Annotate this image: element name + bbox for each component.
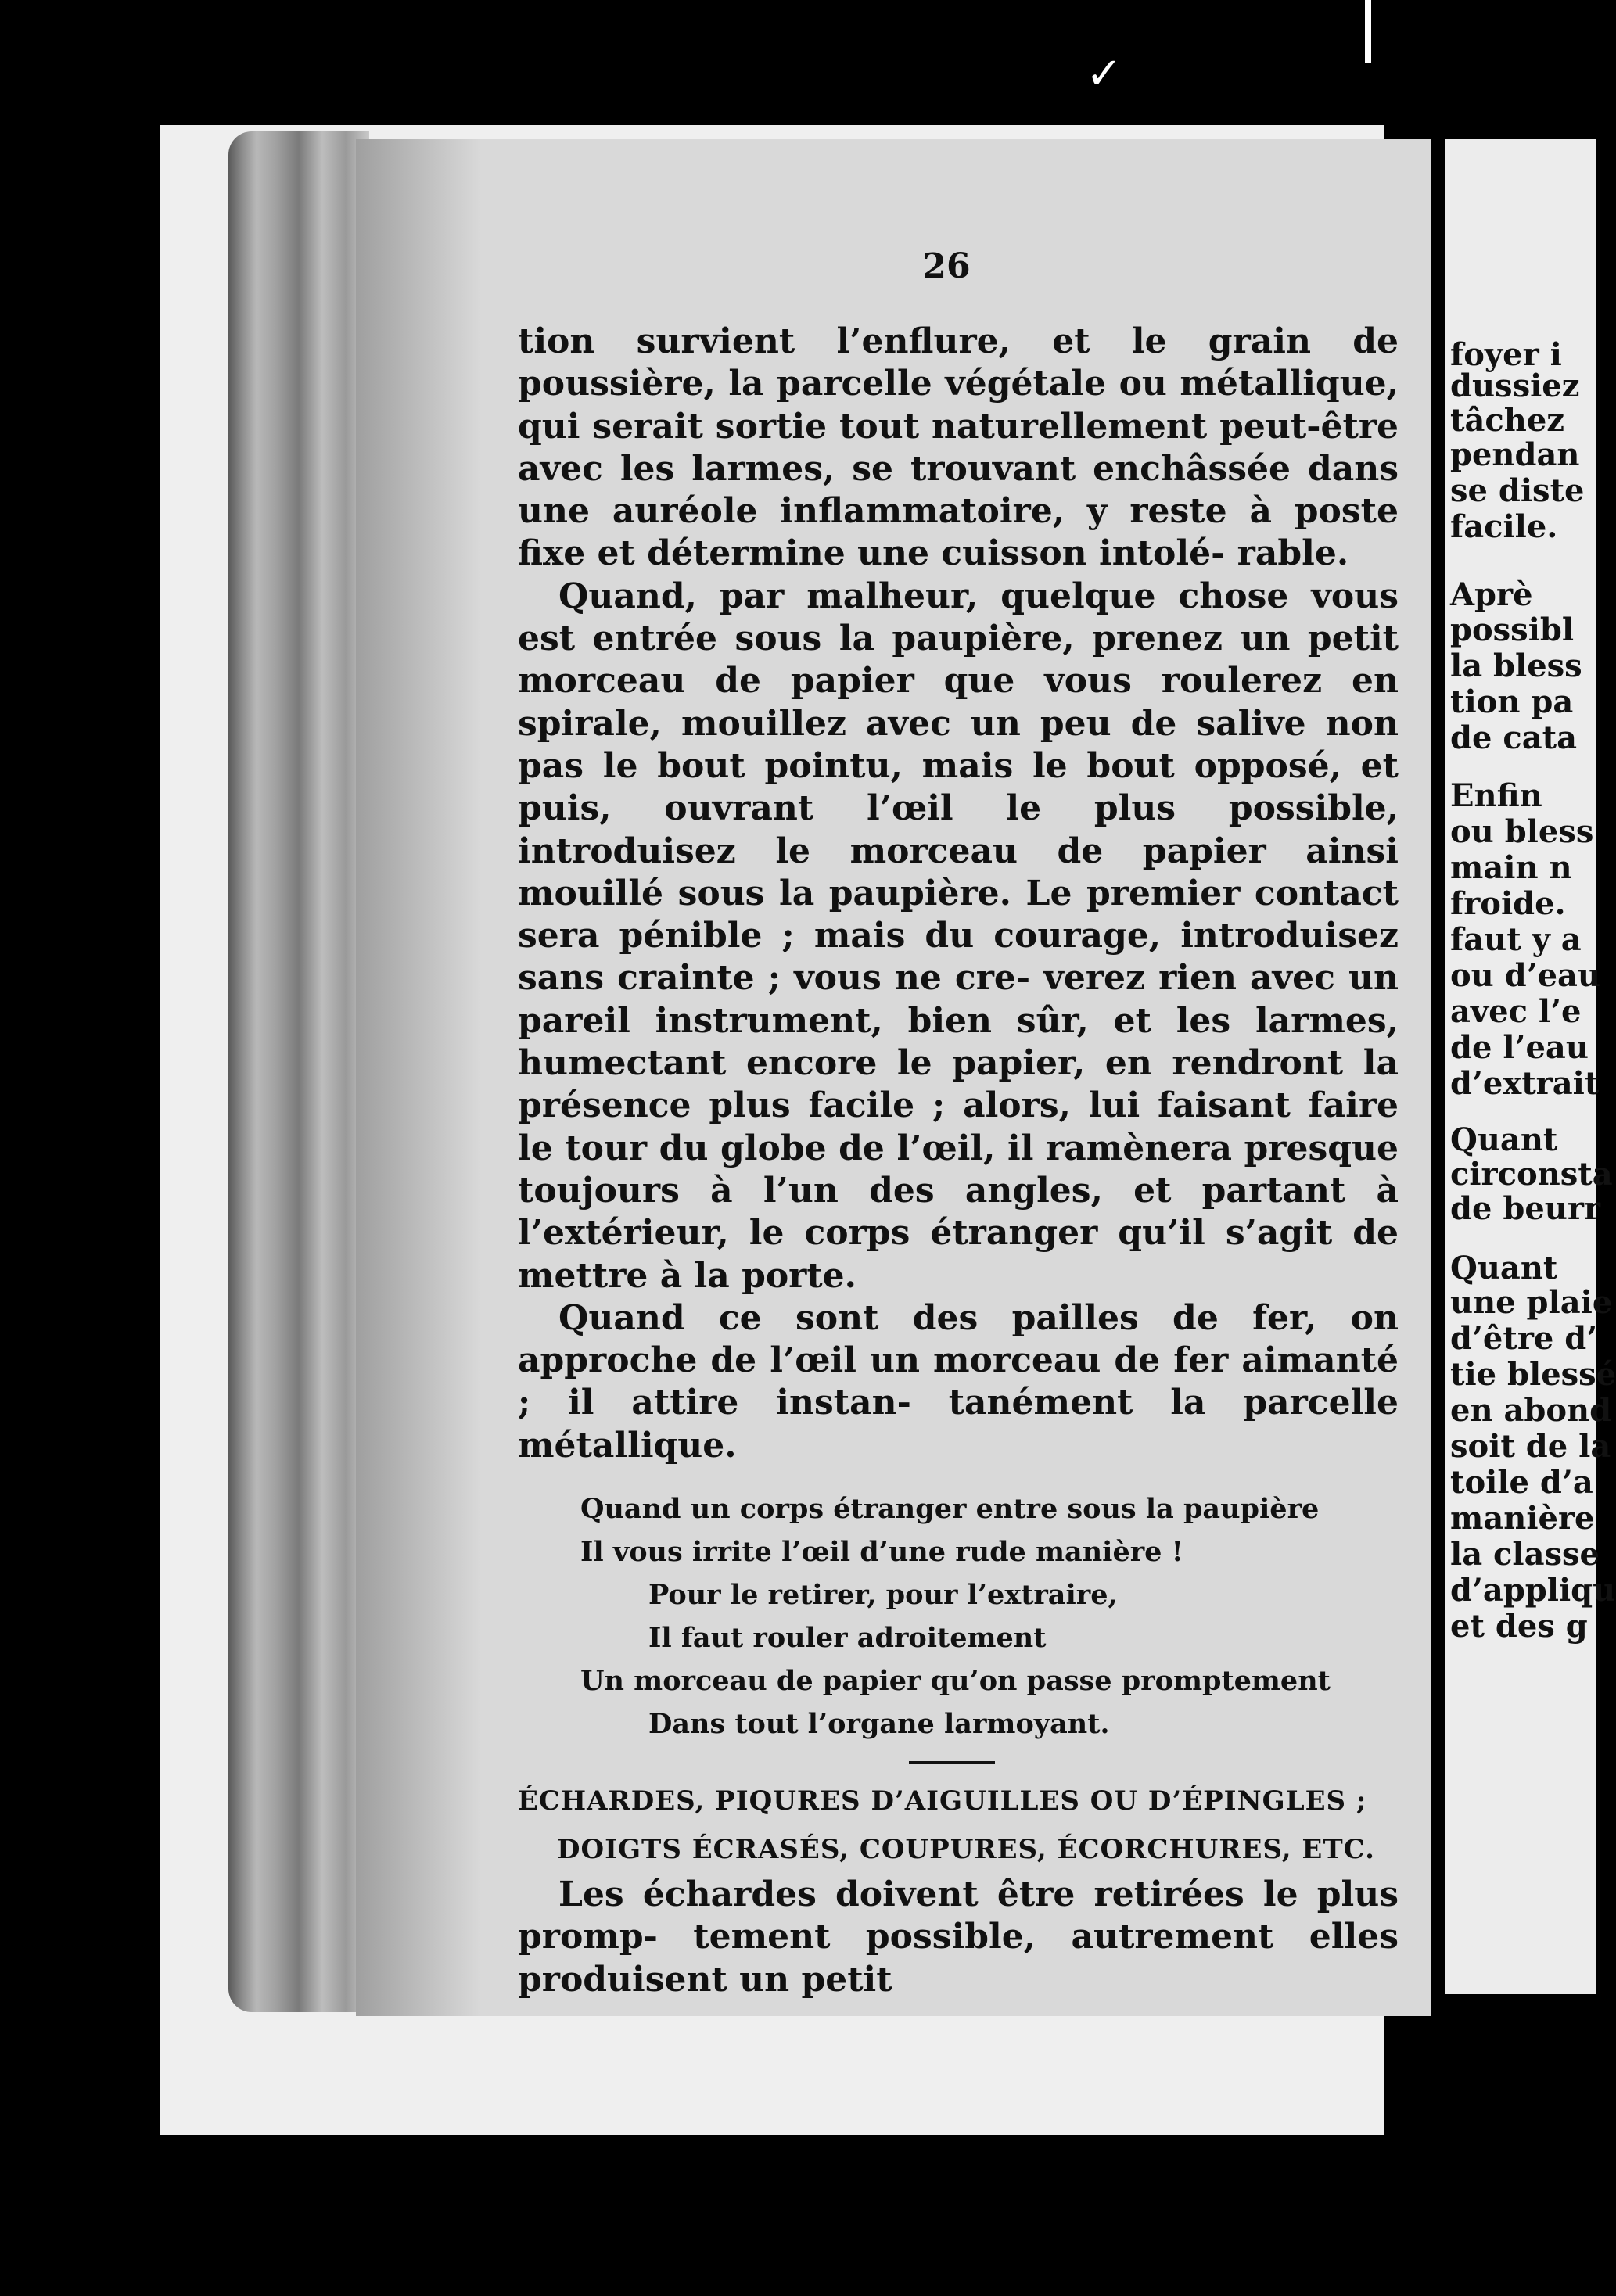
page-body: [518, 321, 1399, 2001]
scan-edge-mark: [1365, 0, 1371, 63]
facing-page-line: possibl: [1450, 612, 1575, 648]
facing-page-line: manière: [1450, 1500, 1595, 1537]
facing-page-line: ou bless: [1450, 813, 1594, 850]
facing-page-line: pendan: [1450, 436, 1580, 473]
paragraph-4: Les échardes doivent être retirées le plus promp- tement possible, autrement elles produisent un petit: [518, 1874, 1399, 2000]
page-edges: [228, 131, 369, 2012]
paragraph-3: Quand ce sont des pailles de fer, on approche de l’œil un morceau de fer aimanté ; il attire instan- tanément la parcelle métallique.: [518, 1297, 1399, 1465]
facing-page-line: main n: [1450, 849, 1572, 886]
facing-page-line: foyer i: [1450, 336, 1562, 373]
verse-line: Dans tout l’organe larmoyant.: [648, 1708, 1110, 1741]
facing-page-line: de l’eau: [1450, 1029, 1589, 1066]
facing-page-line: la bless: [1450, 648, 1582, 684]
facing-page-line: ou d’eau: [1450, 957, 1601, 994]
facing-page-line: soit de la: [1450, 1428, 1611, 1465]
page-number: 26: [922, 246, 971, 286]
section-divider: [909, 1761, 995, 1764]
facing-page-line: dussiez: [1450, 368, 1580, 404]
facing-page-line: d’appliqu: [1450, 1572, 1616, 1609]
paragraph-1: tion survient l’enflure, et le grain de poussière, la parcelle végétale ou métallique, qui serait sortie tout naturellement peut-être avec les larmes, se trouvant enchâssée dans une auréole inflammatoire, y reste à poste fixe et détermine une cuisson intolé- rable.: [518, 321, 1399, 574]
verse-line: Quand un corps étranger entre sous la paupière: [580, 1493, 1320, 1526]
facing-page-line: se diste: [1450, 472, 1585, 509]
facing-page-line: Quant: [1450, 1250, 1558, 1286]
facing-page-line: facile.: [1450, 508, 1558, 545]
facing-page: [1445, 139, 1616, 1994]
facing-page-line: toile d’a: [1450, 1464, 1593, 1501]
facing-page-line: une plaie: [1450, 1284, 1613, 1321]
facing-page-line: Aprè: [1450, 576, 1533, 613]
facing-page-line: tion pa: [1450, 683, 1574, 720]
facing-page-line: froide.: [1450, 885, 1566, 922]
facing-page-line: circonsta: [1450, 1156, 1613, 1193]
section-heading-line-2: DOIGTS ÉCRASÉS, COUPURES, ÉCORCHURES, ETC.: [557, 1834, 1375, 1866]
facing-page-line: la classe: [1450, 1536, 1600, 1573]
facing-page-line: de beurr: [1450, 1190, 1600, 1227]
page-gutter-shadow: [356, 139, 481, 2016]
facing-page-line: tâchez: [1450, 402, 1564, 439]
section-heading-line-1: ÉCHARDES, PIQURES D’AIGUILLES OU D’ÉPINGLES ;: [518, 1785, 1367, 1817]
verse-line: Il faut rouler adroitement: [648, 1622, 1047, 1655]
facing-page-line: avec l’e: [1450, 993, 1582, 1030]
facing-page-line: d’extrait: [1450, 1065, 1600, 1102]
facing-page-line: et des g: [1450, 1608, 1588, 1645]
verse-line: Pour le retirer, pour l’extraire,: [648, 1579, 1118, 1612]
facing-page-line: de cata: [1450, 719, 1578, 756]
verse-line: Il vous irrite l’œil d’une rude manière !: [580, 1536, 1183, 1569]
verse-line: Un morceau de papier qu’on passe promptement: [580, 1665, 1331, 1698]
facing-page-line: tie blessé: [1450, 1356, 1616, 1393]
facing-page-line: en abond: [1450, 1392, 1612, 1429]
facing-page-line: Enfin: [1450, 777, 1542, 814]
verse-block: [518, 1487, 1399, 1745]
paragraph-2: Quand, par malheur, quelque chose vous est entrée sous la paupière, prenez un petit morceau de papier que vous roulerez en spirale, mouillez avec un peu de salive non pas le bout pointu, mais le bout opposé, et puis, ouvrant l’œil le plus possible, introduisez le morceau de papier ainsi mouillé sous la paupière. Le premier contact sera pénible ; mais du courage, introduisez sans crainte ; vous ne cre- verez rien avec un pareil instrument, bien sûr, et les larmes, humectant encore le papier, en rendront la présence plus facile ; alors, lui faisant faire le tour du globe de l’œil, il ramènera presque toujours à l’un des angles, et partant à l’extérieur, le corps étranger qu’il s’agit de mettre à la porte.: [518, 576, 1399, 1296]
facing-page-line: Quant: [1450, 1121, 1558, 1158]
check-mark-icon: ✓: [1086, 48, 1122, 99]
facing-page-line: d’être d’: [1450, 1320, 1598, 1357]
facing-page-line: faut y a: [1450, 921, 1582, 958]
